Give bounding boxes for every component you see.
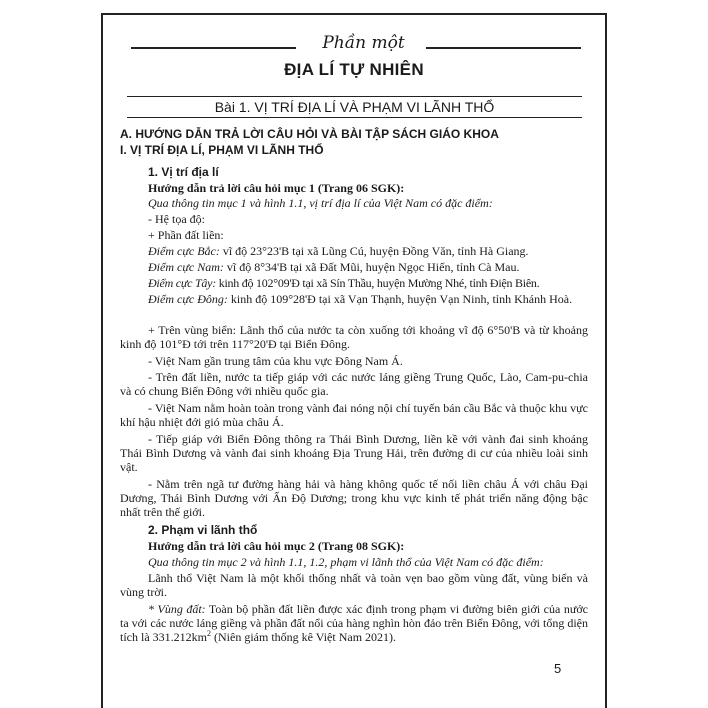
part-header xyxy=(131,35,581,55)
land-text: Toàn bộ phần đất liền được xác định trong phạm vi đường biên giới của nước ta với các nước láng giềng và phần đất nổi của hàng nghìn hòn đảo trên Biển Đông, với tổng diện tích là 331.212km xyxy=(120,602,588,644)
point-1: - Việt Nam gần trung tâm của khu vực Đông Nam Á. xyxy=(148,354,403,368)
guide-1: Hướng dẫn trả lời câu hỏi mục 1 (Trang 06 SGK): xyxy=(148,181,405,195)
subsection-1-heading: 1. Vị trí địa lí xyxy=(148,165,219,179)
land-tail: (Niên giám thống kê Việt Nam 2021). xyxy=(211,630,397,644)
chapter-title: ĐỊA LÍ TỰ NHIÊN xyxy=(284,60,424,79)
lesson-title: Bài 1. VỊ TRÍ ĐỊA LÍ VÀ PHẠM VI LÃNH THỔ xyxy=(214,99,495,115)
point-2: - Trên đất liền, nước ta tiếp giáp với các nước láng giềng Trung Quốc, Lào, Cam-pu-chia và có chung Biển Đông với nhiều quốc gia. xyxy=(120,370,588,398)
coord-line: - Hệ tọa độ: xyxy=(148,212,205,226)
subsection-2-heading: 2. Phạm vi lãnh thổ xyxy=(148,523,258,537)
land-superscript: 2 xyxy=(207,629,211,638)
question-2: Qua thông tin mục 2 và hình 1.1, 1.2, phạm vi lãnh thổ của Việt Nam có đặc điểm: xyxy=(148,555,544,569)
north-point xyxy=(148,244,588,258)
west-point xyxy=(148,276,588,290)
point-5: - Nằm trên ngã tư đường hàng hải và hàng không quốc tế nối liền châu Á với châu Đại Dương, Thái Bình Dương với Ấn Độ Dương; trong khu vực kinh tế phát triển năng động bậc nhất trên thế giới. xyxy=(120,477,588,519)
point-3: - Việt Nam nằm hoàn toàn trong vành đai nóng nội chí tuyến bán cầu Bắc và thuộc khu vực khí hậu nhiệt đới gió mùa châu Á. xyxy=(120,401,588,429)
guide-2: Hướng dẫn trả lời câu hỏi mục 2 (Trang 08 SGK): xyxy=(148,539,405,553)
section-a-heading: A. HƯỚNG DẪN TRẢ LỜI CÂU HỎI VÀ BÀI TẬP SÁCH GIÁO KHOA xyxy=(120,127,499,141)
west-text: kinh độ 102°09'Đ tại xã Sín Thầu, huyện Mường Nhé, tỉnh Điện Biên. xyxy=(215,276,540,290)
part-title: Phần một xyxy=(322,33,405,53)
south-point xyxy=(148,260,588,274)
mainland-line: + Phần đất liền: xyxy=(148,228,224,242)
section-i-heading: I. VỊ TRÍ ĐỊA LÍ, PHẠM VI LÃNH THỔ xyxy=(120,143,324,157)
east-label: Điểm cực Đông: xyxy=(148,292,228,306)
east-text: kinh độ 109°28'Đ tại xã Vạn Thạnh, huyện Vạn Ninh, tỉnh Khánh Hoà. xyxy=(227,292,573,306)
south-text: vĩ độ 8°34'B tại xã Đất Mũi, huyện Ngọc Hiển, tỉnh Cà Mau. xyxy=(223,260,520,274)
page-number: 5 xyxy=(554,661,562,676)
book-page xyxy=(101,13,607,708)
part-rule-right xyxy=(426,47,581,49)
part-rule-left xyxy=(131,47,296,49)
west-label: Điểm cực Tây: xyxy=(148,276,216,290)
question-1: Qua thông tin mục 1 và hình 1.1, vị trí địa lí của Việt Nam có đặc điểm: xyxy=(148,196,493,210)
point-4: - Tiếp giáp với Biển Đông thông ra Thái Bình Dương, liền kề với vành đai sinh khoáng Thái Bình Dương và vành đai sinh khoáng Địa Trung Hải, trên đường di cư của nhiều loài sinh vật. xyxy=(120,432,588,474)
land-paragraph xyxy=(120,602,588,644)
sea-line: + Trên vùng biển: Lãnh thổ của nước ta còn xuống tới khoảng vĩ độ 6°50'B và từ khoảng kinh độ 101°Đ tới trên 117°20'Đ tại Biển Đông. xyxy=(120,323,588,351)
south-label: Điểm cực Nam: xyxy=(148,260,224,274)
territory-paragraph: Lãnh thổ Việt Nam là một khối thống nhất và toàn vẹn bao gồm vùng đất, vùng biển và vùng trời. xyxy=(120,571,588,599)
lesson-title-box xyxy=(127,96,582,118)
north-text: vĩ độ 23°23'B tại xã Lũng Cú, huyện Đồng Văn, tỉnh Hà Giang. xyxy=(219,244,529,258)
east-point xyxy=(120,292,588,306)
north-label: Điểm cực Bắc: xyxy=(148,244,220,258)
land-label: * Vùng đất: xyxy=(148,602,206,616)
